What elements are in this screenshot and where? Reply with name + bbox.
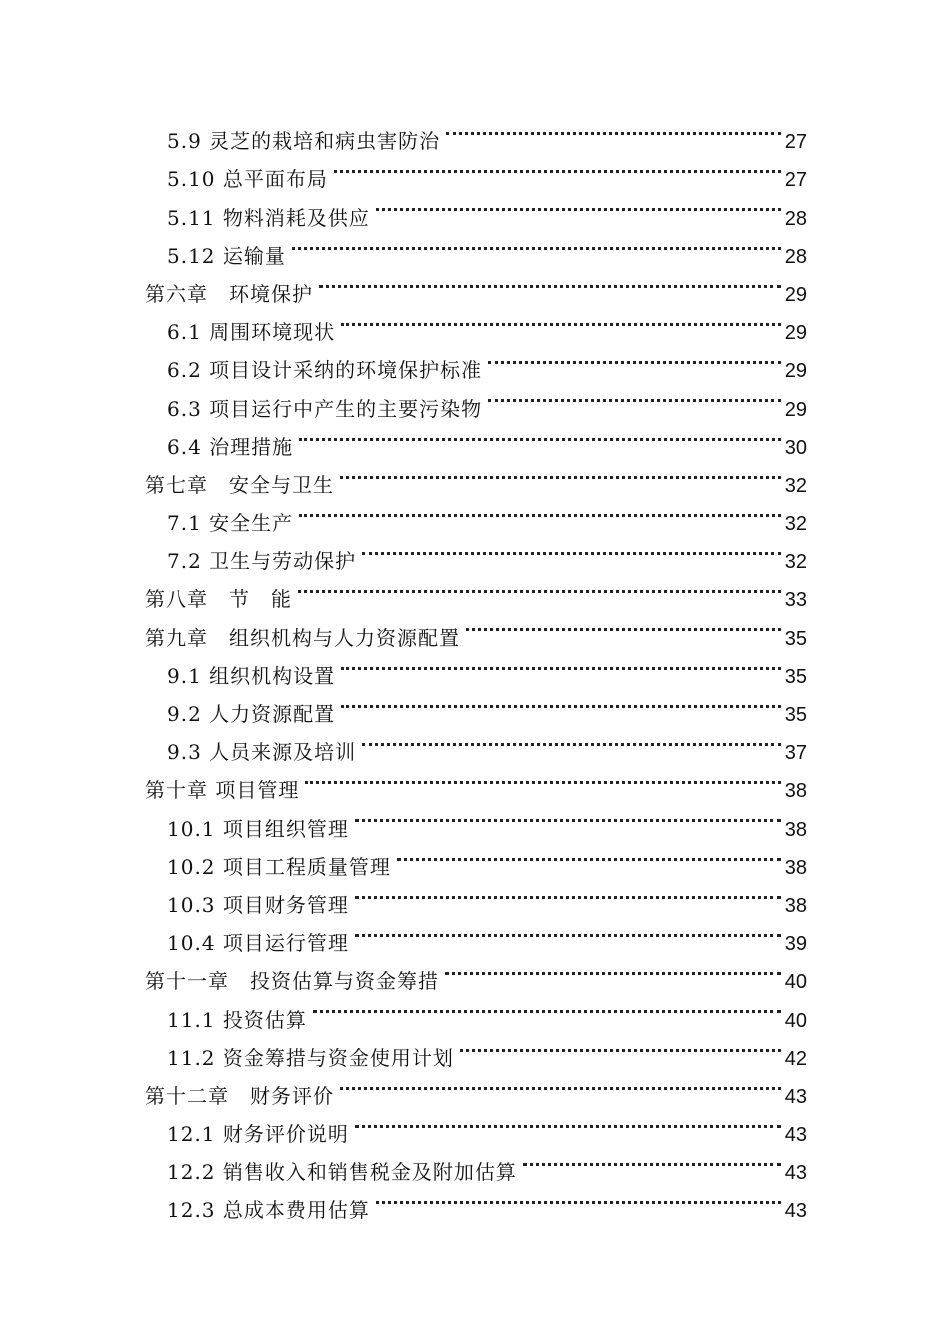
toc-page-number: 29 xyxy=(784,283,807,306)
toc-entry-title: 12.1 财务评价说明 xyxy=(167,1122,349,1147)
toc-page-number: 33 xyxy=(784,589,807,612)
toc-entry-title: 10.1 项目组织管理 xyxy=(167,816,349,841)
toc-dot-leader xyxy=(305,759,783,797)
toc-page-number: 29 xyxy=(784,398,807,421)
toc-page-number: 32 xyxy=(784,513,807,536)
toc-dot-leader xyxy=(298,568,783,606)
toc-page-number: 43 xyxy=(784,1085,807,1108)
toc-entry-title: 第七章 安全与卫生 xyxy=(145,472,334,497)
toc-page-number: 32 xyxy=(784,551,807,574)
toc-dot-leader xyxy=(355,797,783,835)
toc-dot-leader xyxy=(340,454,783,492)
toc-entry-title: 12.3 总成本费用估算 xyxy=(167,1198,370,1223)
toc-entry-title: 第十二章 财务评价 xyxy=(145,1083,334,1108)
toc-page-number: 35 xyxy=(784,665,807,688)
toc-entry-title: 第十一章 投资估算与资金筹措 xyxy=(145,969,439,994)
toc-dot-leader xyxy=(362,721,783,759)
toc-page-number: 29 xyxy=(784,322,807,345)
toc-page-number: 43 xyxy=(784,1162,807,1185)
toc-dot-leader xyxy=(319,263,783,301)
toc-dot-leader xyxy=(299,492,783,530)
toc-entry-title: 7.1 安全生产 xyxy=(167,511,294,536)
toc-entry-title: 6.1 周围环境现状 xyxy=(167,320,336,345)
toc-dot-leader xyxy=(523,1141,783,1179)
toc-entry-title: 9.3 人员来源及培训 xyxy=(167,740,357,765)
toc-page-number: 27 xyxy=(784,169,807,192)
toc-entry-title: 5.12 运输量 xyxy=(167,243,286,268)
toc-dot-leader xyxy=(488,377,783,415)
toc-dot-leader xyxy=(341,301,783,339)
toc-dot-leader xyxy=(376,186,783,224)
toc-entry-title: 5.10 总平面布局 xyxy=(167,167,328,192)
toc-dot-leader xyxy=(341,645,783,683)
toc-entry-title: 6.4 治理措施 xyxy=(167,434,294,459)
toc-entry-title: 第八章 节 能 xyxy=(145,587,292,612)
toc-dot-leader xyxy=(299,416,783,454)
toc-dot-leader xyxy=(355,912,783,950)
toc-section-entry[interactable] xyxy=(145,110,807,154)
toc-dot-leader xyxy=(313,988,783,1026)
toc-page-number: 38 xyxy=(784,780,807,803)
toc-page-number: 28 xyxy=(784,207,807,230)
toc-page-number: 29 xyxy=(784,360,807,383)
toc-entry-title: 7.2 卫生与劳动保护 xyxy=(167,549,357,574)
toc-entry-title: 11.1 投资估算 xyxy=(167,1007,307,1032)
toc-dot-leader xyxy=(355,874,783,912)
toc-page-number: 42 xyxy=(784,1047,807,1070)
toc-dot-leader xyxy=(362,530,783,568)
toc-entry-title: 6.3 项目运行中产生的主要污染物 xyxy=(167,396,483,421)
toc-page-number: 43 xyxy=(784,1124,807,1147)
toc-dot-leader xyxy=(334,148,783,186)
toc-dot-leader xyxy=(466,606,783,644)
toc-page-number: 38 xyxy=(784,856,807,879)
toc-page-number: 28 xyxy=(784,245,807,268)
toc-entry-title: 9.1 组织机构设置 xyxy=(167,663,336,688)
toc-page-number: 40 xyxy=(784,1009,807,1032)
toc-dot-leader xyxy=(340,1065,783,1103)
toc-entry-title: 第十章 项目管理 xyxy=(145,778,300,803)
toc-entry-title: 5.11 物料消耗及供应 xyxy=(167,205,370,230)
toc-page-number: 43 xyxy=(784,1200,807,1223)
toc-entry-title: 12.2 销售收入和销售税金及附加估算 xyxy=(167,1160,517,1185)
toc-entry-title: 第九章 组织机构与人力资源配置 xyxy=(145,625,460,650)
toc-entry-title: 第六章 环境保护 xyxy=(145,281,313,306)
toc-dot-leader xyxy=(376,1179,783,1217)
toc-page-number: 35 xyxy=(784,627,807,650)
toc-dot-leader xyxy=(445,950,783,988)
table-of-contents xyxy=(145,110,807,1223)
toc-page-number: 40 xyxy=(784,971,807,994)
toc-dot-leader xyxy=(355,1103,783,1141)
toc-entry-title: 10.4 项目运行管理 xyxy=(167,931,349,956)
toc-page-number: 35 xyxy=(784,704,807,726)
toc-page-number: 37 xyxy=(784,742,807,765)
toc-page-number: 27 xyxy=(784,131,807,154)
toc-dot-leader xyxy=(460,1027,783,1065)
toc-entry-title: 11.2 资金筹措与资金使用计划 xyxy=(167,1045,454,1070)
toc-dot-leader xyxy=(292,225,783,263)
toc-page-number: 32 xyxy=(784,474,807,497)
toc-dot-leader xyxy=(446,110,783,148)
toc-entry-title: 9.2 人力资源配置 xyxy=(167,702,336,726)
toc-entry-title: 5.9 灵芝的栽培和病虫害防治 xyxy=(167,129,441,154)
toc-dot-leader xyxy=(397,836,783,874)
toc-entry-title: 10.3 项目财务管理 xyxy=(167,892,349,917)
toc-dot-leader xyxy=(341,683,783,721)
toc-dot-leader xyxy=(488,339,783,377)
toc-page-number: 39 xyxy=(784,933,807,956)
toc-page-number: 38 xyxy=(784,894,807,917)
toc-page-number: 30 xyxy=(784,436,807,459)
toc-page-number: 38 xyxy=(784,818,807,841)
toc-entry-title: 10.2 项目工程质量管理 xyxy=(167,854,391,879)
toc-entry-title: 6.2 项目设计采纳的环境保护标准 xyxy=(167,358,483,383)
